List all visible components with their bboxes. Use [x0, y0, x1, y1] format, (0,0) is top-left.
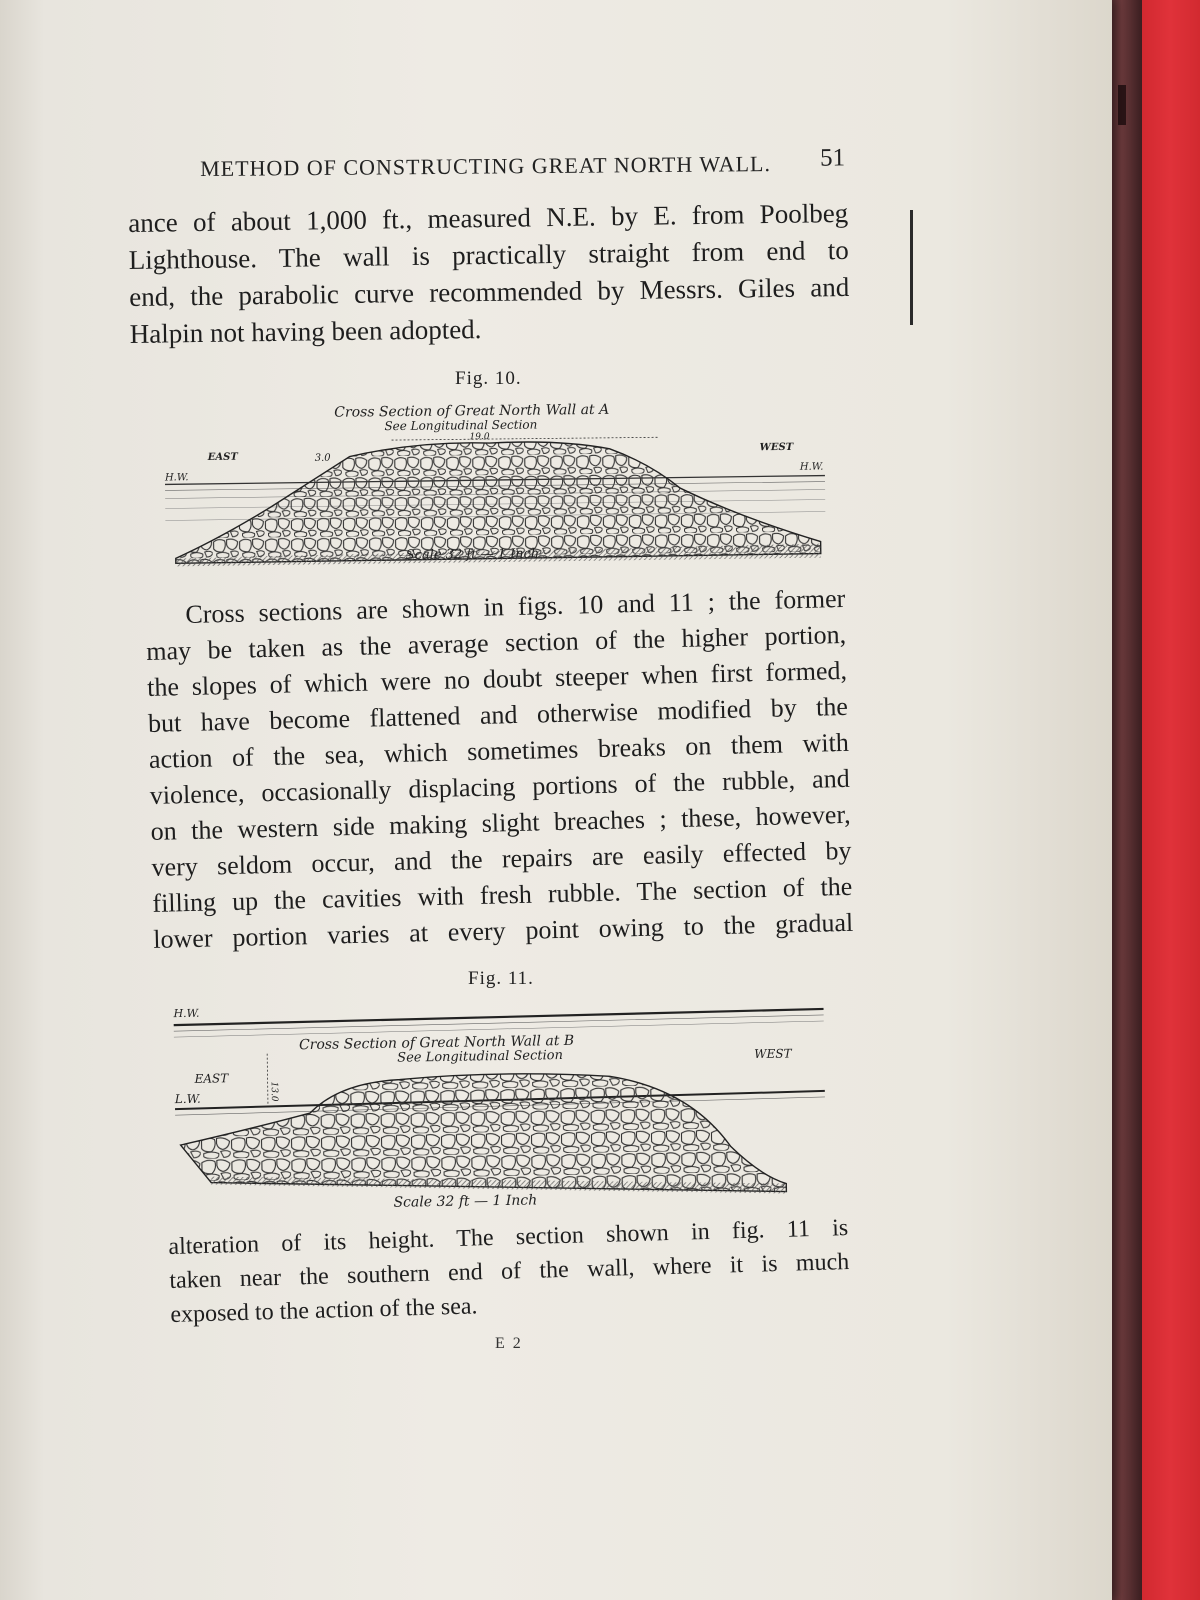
fig11-height-mark: 13.0 — [268, 1081, 279, 1102]
margin-mark — [910, 210, 913, 325]
text-line: the slopes of which were no doubt steeper when first formed, — [146, 655, 848, 702]
paragraph-3 — [168, 1211, 851, 1332]
book-cover-edge — [1108, 0, 1142, 1600]
fig10-height-mark: 3.0 — [314, 452, 331, 464]
text-line: action of the sea, which sometimes breaks on them with — [148, 727, 850, 774]
text-line: on the western side making slight breaches ; these, however, — [150, 799, 851, 846]
cover-strip — [1118, 85, 1126, 125]
fig11-caption-2: See Longitudinal Section — [397, 1048, 564, 1066]
fig10-diagram — [159, 391, 831, 573]
fig10-caption-2: See Longitudinal Section — [384, 417, 538, 434]
text-line: violence, occasionally displacing portions of the rubble, and — [149, 763, 850, 810]
text-line: Lighthouse. The wall is practically straight from end to — [128, 234, 849, 275]
fig10-west-label: WEST — [759, 441, 794, 454]
fig10-label: Fig. 10. — [455, 368, 522, 389]
page-number: 51 — [819, 144, 846, 172]
text-line: taken near the southern end of the wall, where it is much — [169, 1248, 850, 1294]
fig11-diagram — [168, 995, 836, 1215]
fig11-label: Fig. 11. — [468, 968, 534, 989]
text-line: exposed to the action of the sea. — [170, 1293, 478, 1328]
text-line: end, the parabolic curve recommended by Messrs. Giles and — [129, 271, 850, 312]
text-line: lower portion varies at every point owing to the gradual — [152, 907, 854, 954]
fig11-hw-label: H.W. — [173, 1006, 200, 1021]
fig11-scale: Scale 32 ft — 1 Inch — [393, 1192, 538, 1211]
running-head — [200, 144, 880, 181]
fig10-east-label: EAST — [207, 451, 238, 464]
text-line: very seldom occur, and the repairs are easily effected by — [151, 835, 852, 882]
fig10-caption-1: Cross Section of Great North Wall at A — [334, 401, 610, 421]
running-head-title: METHOD OF CONSTRUCTING GREAT NORTH WALL. — [200, 151, 772, 181]
text-line: filling up the cavities with fresh rubble. The section of the — [152, 871, 853, 918]
text-line: ance of about 1,000 ft., measured N.E. by E. from Poolbeg — [128, 197, 849, 238]
fig10-hw-left: H.W. — [164, 472, 189, 484]
text-line: may be taken as the average section of the higher portion, — [145, 619, 847, 666]
fig11-west-label: WEST — [754, 1046, 792, 1062]
fig11-lw-label: L.W. — [174, 1091, 201, 1107]
fig11-east-label: EAST — [194, 1071, 229, 1086]
fig10-hw-right: H.W. — [799, 461, 824, 473]
text-line: Halpin not having been adopted. — [129, 314, 482, 349]
text-line: but have become flattened and otherwise modified by the — [147, 691, 849, 738]
signature-mark: E 2 — [495, 1335, 523, 1352]
paragraph-2 — [145, 581, 854, 958]
fig10-scale: Scale 32 ft — 1 Inch — [405, 546, 540, 563]
fig10-dimension: 19.0 — [469, 432, 490, 443]
fig11-caption-1: Cross Section of Great North Wall at B — [298, 1032, 575, 1054]
text-line: alteration of its height. The section shown in fig. 11 is — [168, 1215, 849, 1260]
text-line: Cross sections are shown in figs. 10 and 11 ; the former — [185, 583, 846, 630]
paragraph-1 — [128, 195, 850, 353]
